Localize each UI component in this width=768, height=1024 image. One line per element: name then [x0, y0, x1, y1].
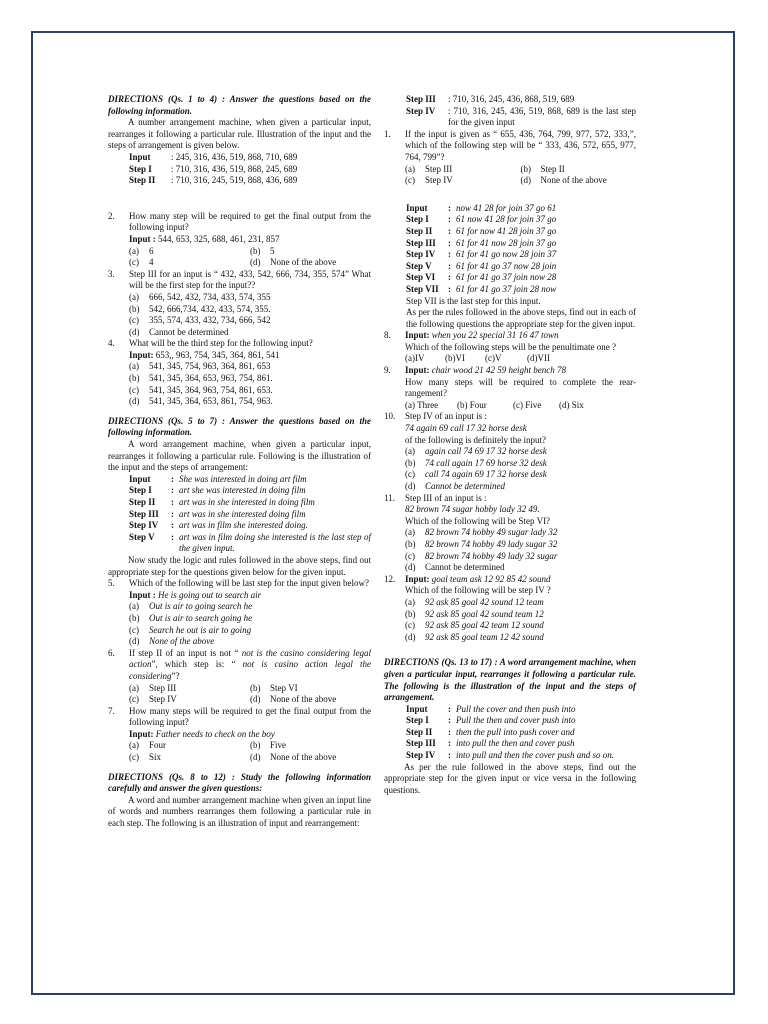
- illustration-2: Input : She was interested in doing art film Step I : art she was interested in doing film Step II : art was in she interested in doing film Step III : art was in she interested doing film Step IV : art was in film she interested doing. Step V : art was in film doing she interested is the last step of the given input.: [129, 473, 371, 554]
- question-2: 2. How many step will be required to get the final output from the following input? Input : 544, 653, 325, 688, 461, 231, 857 (a) 6 (b) 5 (c) 4 (d) None of the above: [108, 210, 371, 268]
- last-step-note: Step VII is the last step for this input.: [406, 295, 541, 306]
- io-row: Input : 245, 316, 436, 519, 868, 710, 689: [129, 151, 298, 162]
- illustration-3: Input : now 41 28 for join 37 go 61 Step I : 61 now 41 28 for join 37 go Step II : 61 for now 41 28 join 37 go Step III : 61 for 41 now 28 join 37 go Step IV : 61 for 41 go now 28 join 37 Step V : 61 for 41 go 37 now 28 join Step VI : 61 for 41 go 37 join now 28 Step VII : 61 for 41 go 37 join 28 now Step VII is the last step for this input. As per the rules followed in the above steps, find out in each of the following questions the appropriate step for the given input.: [406, 202, 636, 329]
- rules-paragraph-2: As per the rule followed in the above steps, find out the appropriate step for the given input or vice versa in the following questions.: [384, 761, 636, 795]
- io-row: Step II : 710, 316, 245, 519, 868, 436, 689: [129, 175, 298, 186]
- question-3: 3. Step III for an input is “ 432, 433, 542, 666, 734, 355, 574” What will be the first step for the input?? (a) 666, 542, 432, 734, 433, 574, 355 (b) 542, 666,734, 432, 433, 574, 355. (c) 355, 574, 433, 432, 734, 666, 542 (d) Cannot be determined: [108, 268, 371, 337]
- intro-paragraph-1: A number arrangement machine, when given a particular input, rearranges it following a particular rule. Illustration of the input and the steps of arrangement is given below.: [108, 117, 371, 151]
- directions-8-12: DIRECTIONS (Qs. 8 to 12) : Study the following information carefully and answer the given questions:: [108, 771, 371, 794]
- rules-paragraph: As per the rules followed in the above steps, find out in each of the following questions the appropriate step for the given input.: [406, 307, 636, 329]
- question-4: 4. What will be the third step for the following input? Input: 653,, 963, 754, 345, 364, 861, 541 (a) 541, 345, 754, 963, 364, 861, 653 (b) 541, 345, 364, 653, 963, 754, 861. (c) 541, 345, 364, 963, 754, 861, 653. (d) 541, 345, 364, 653, 861, 754, 963.: [108, 338, 313, 407]
- question-9: 9. Input: chair wood 21 42 59 height bench 78 How many steps will be required to complete the rear- rangement? (a) Three (b) Four (c) Five (d) Six: [384, 365, 636, 410]
- question-5: 5. Which of the following will be last step for the input given below? Input : He is going out to search air (a) Out is air to going search he (b) Out is air to search going he (c) Search he out is air to going (d) None of the above: [108, 578, 369, 647]
- question-10: 10. Step IV of an input is : 74 again 69 call 17 32 horse desk of the following is definitely the input? (a) again call 74 69 17 32 horse desk (b) 74 call again 17 69 horse 32 desk (c) call 74 again 69 17 32 horse desk (d) Cannot be determined: [384, 411, 547, 491]
- question-7: 7. How many steps will be required to get the final output from the following input? Input: Father needs to check on the boy (a) Four (b) Five (c) Six (d) None of the above: [108, 705, 371, 763]
- right-column: [384, 94, 636, 796]
- intro-paragraph-3: Now study the logic and rules followed in the above steps, find out appropriate step for the questions given below for the given input.: [108, 554, 371, 577]
- question-1: 1. If the input is given as “ 655, 436, 764, 799, 977, 572, 333,”, which of the following step will be “ 333, 436, 572, 655, 977, 764, 799”? (a) Step III (b) Step II (c) Step IV (d) None of the above: [384, 128, 636, 186]
- intro-paragraph-2: A word arrangement machine, when given a particular input, rearranges it following a particular rule. Following is the illustration of the input and the steps of arrangement:: [108, 439, 371, 473]
- question-11: 11. Step III of an input is : 82 brown 74 sugar hobby lady 32 49. Which of the following will be Step VI? (a) 82 brown 74 hobby 49 sugar lady 32 (b) 82 brown 74 hobby 49 lady sugar 32 (c) 82 brown 74 hobby 49 lady 32 sugar (d) Cannot be determined: [384, 492, 558, 573]
- question-12: 12. Input: goal team ask 12 92 85 42 sound Which of the following will be step IV ? (a) 92 ask 85 goal 42 sound 12 team (b) 92 ask 85 goal 42 sound team 12 (c) 92 ask 85 goal 42 team 12 sound (d) 92 ask 85 goal team 12 42 sound: [384, 573, 551, 642]
- illustration-4: Input : Pull the cover and then push into Step I : Pull the then and cover push into Step II : then the pull into push cover and Step III : into pull the then and cover push Step IV : into pull and then the cover push and so on.: [406, 703, 614, 761]
- directions-13-17: DIRECTIONS (Qs. 13 to 17) : A word arrangement machine, when given a particular input, rearranges it following a particular rule. The following is the illustration of the input and the steps of arrangement.: [384, 657, 636, 703]
- intro-paragraph-4: A word and number arrangement machine when given an input line of words and numbers rearranges them following a particular rule in each step. The following is an illustration of input and rearrangement:: [108, 794, 371, 829]
- illustration-1-continued: Step III : 710, 316, 245, 436, 868, 519, 689 Step IV : 710, 316, 245, 436, 519, 868, 689 is the last step for the given input: [406, 94, 636, 128]
- question-8: 8. Input: when you 22 special 31 16 47 town Which of the following steps will be the penultimate one ? (a)IV (b)VI (c)V (d)VII: [384, 330, 616, 364]
- io-row: Step I : 710, 316, 436, 519, 868, 245, 689: [129, 163, 298, 174]
- directions-5-7: DIRECTIONS (Qs. 5 to 7) : Answer the questions based on the following information.: [108, 415, 371, 438]
- left-column: [108, 94, 371, 830]
- illustration-1: [108, 152, 371, 187]
- question-6: 6. If step II of an input is not “ not is the casino considering legal action”, which step is: “ not is casino action legal the considering”? (a) Step III (b) Step VI (c) Step IV (d) None of the above: [108, 647, 371, 705]
- directions-1-4: DIRECTIONS (Qs. 1 to 4) : Answer the questions based on the following information.: [108, 94, 371, 116]
